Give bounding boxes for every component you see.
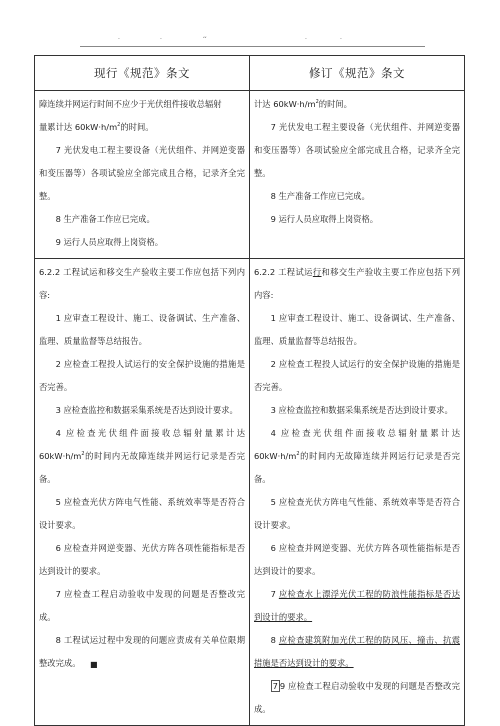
- clause-item: [39, 422, 245, 491]
- table-row: [35, 259, 465, 726]
- column-header-current: 现行《规范》条文: [35, 56, 250, 91]
- clause-item: 7 光伏发电工程主要设备（光伏组件、并网逆变器和变压器等）各项试验应全部完成且合格，记录齐全完整。: [254, 122, 460, 178]
- text-line: 计达 60kW·h/m: [254, 99, 316, 109]
- clause-item: 8 生产准备工作应已完成。: [55, 214, 155, 224]
- clause-item: 2 应检查工程投人试运行的安全保护设施的措施是否完善。: [254, 359, 460, 392]
- clause-item: [254, 422, 460, 491]
- text-line: 8: [270, 635, 279, 645]
- cell-current-1: [35, 91, 250, 259]
- cell-revised-2: [250, 259, 465, 726]
- underlined-edit: 应检查建筑附加光伏工程的防风压、撞击、抗震措施是否达到设计的要求。: [254, 635, 460, 668]
- underlined-edit: 行: [312, 267, 322, 277]
- text-line: 的时间内无故障连续并网运行记录是否完备。: [254, 451, 460, 484]
- table-row: [35, 91, 465, 259]
- text-line: 障连续并网运行时间不应少于光伏组件接收总辐射: [39, 99, 222, 109]
- cell-current-2: [35, 259, 250, 726]
- header-mark: ‘‘: [203, 36, 207, 43]
- struck-number-box: 7: [272, 681, 278, 691]
- cell-revised-1: [250, 91, 465, 259]
- table-header-row: [35, 56, 465, 91]
- clause-item: [254, 629, 460, 675]
- clause-text: [254, 93, 460, 116]
- text-line: 9 应检查工程启动验收中发现的问题是否整改完成。: [254, 681, 460, 714]
- clause-item: 9 运行人员应取得上岗资格。: [270, 214, 379, 224]
- clause-item: 7 应检查工程启动验收中发现的问题是否整改完成。: [39, 589, 245, 622]
- clause-item: 2 应检查工程投人试运行的安全保护设施的措施是否完善。: [39, 359, 245, 392]
- clause-item: 6 应检查并网逆变器、光伏方阵各项性能指标是否达到设计的要求。: [39, 543, 245, 576]
- clause-item: 5 应检查光伏方阵电气性能、系统效率等是否符合设计要求。: [39, 497, 245, 530]
- superscript: 2: [296, 451, 300, 458]
- clause-item: 3 应检查监控和数据采集系统是否达到设计要求。: [55, 405, 238, 415]
- underlined-edit: 应检查水上漂浮光伏工程的防浪性能指标是否达到设计的要求。: [254, 589, 460, 622]
- clause-item: 7 光伏发电工程主要设备（光伏组件、并网逆变器和变压器等）各项试验应全部完成且合格，记录齐全完整。: [39, 145, 245, 201]
- text-line: 6.2.2 工程试运: [254, 267, 313, 277]
- clause-item: 8 工程试运过程中发现的问题应责成有关单位限期整改完成。: [39, 635, 245, 668]
- clause-text: [39, 93, 245, 139]
- header-rule: [80, 46, 425, 47]
- footer-mark: ■: [90, 660, 98, 669]
- column-header-revised: 修订《规范》条文: [250, 56, 465, 91]
- header-mark: ·: [340, 36, 342, 43]
- header-mark: ·: [160, 36, 162, 43]
- clause-item: [254, 583, 460, 629]
- comparison-table: [34, 55, 465, 726]
- text-line: 量累计达 60kW·h/m: [39, 122, 118, 132]
- clause-item: 1 应审查工程设计、施工、设备调试、生产准备、监理、质量监督等总结报告。: [39, 313, 245, 346]
- superscript: 2: [81, 451, 85, 458]
- text-line: 的时间内无故障连续并网运行记录是否完备。: [39, 451, 245, 484]
- superscript: 2: [117, 122, 121, 129]
- clause-heading: 6.2.2 工程试运和移交生产验收主要工作应包括下列内容:: [39, 267, 245, 300]
- text-line: 和移交生产验收主要工作应包括下列内容:: [254, 267, 460, 300]
- clause-item: 1 应审查工程设计、施工、设备调试、生产准备、监理、质量监督等总结报告。: [254, 313, 460, 346]
- text-line: 4 应检查光伏组件面接收总辐射量累计达 60kW·h/m: [39, 428, 245, 461]
- superscript: 2: [315, 99, 319, 106]
- clause-item: 6 应检查并网逆变器、光伏方阵各项性能指标是否达到设计的要求。: [254, 543, 460, 576]
- clause-item: 3 应检查监控和数据采集系统是否达到设计要求。: [270, 405, 453, 415]
- text-line: 4 应检查光伏组件面接收总辐射量累计达 60kW·h/m: [254, 428, 460, 461]
- clause-item: 9 运行人员应取得上岗资格。: [55, 237, 164, 247]
- clause-item: 5 应检查光伏方阵电气性能、系统效率等是否符合设计要求。: [254, 497, 460, 530]
- clause-item: [254, 675, 460, 721]
- header-mark: ·: [118, 36, 120, 43]
- clause-heading: [254, 261, 460, 307]
- text-line: 的时间。: [120, 122, 154, 132]
- text-line: 7: [270, 589, 279, 599]
- clause-item: 8 生产准备工作应已完成。: [270, 191, 370, 201]
- text-line: 的时间。: [318, 99, 352, 109]
- header-mark: ·: [305, 36, 307, 43]
